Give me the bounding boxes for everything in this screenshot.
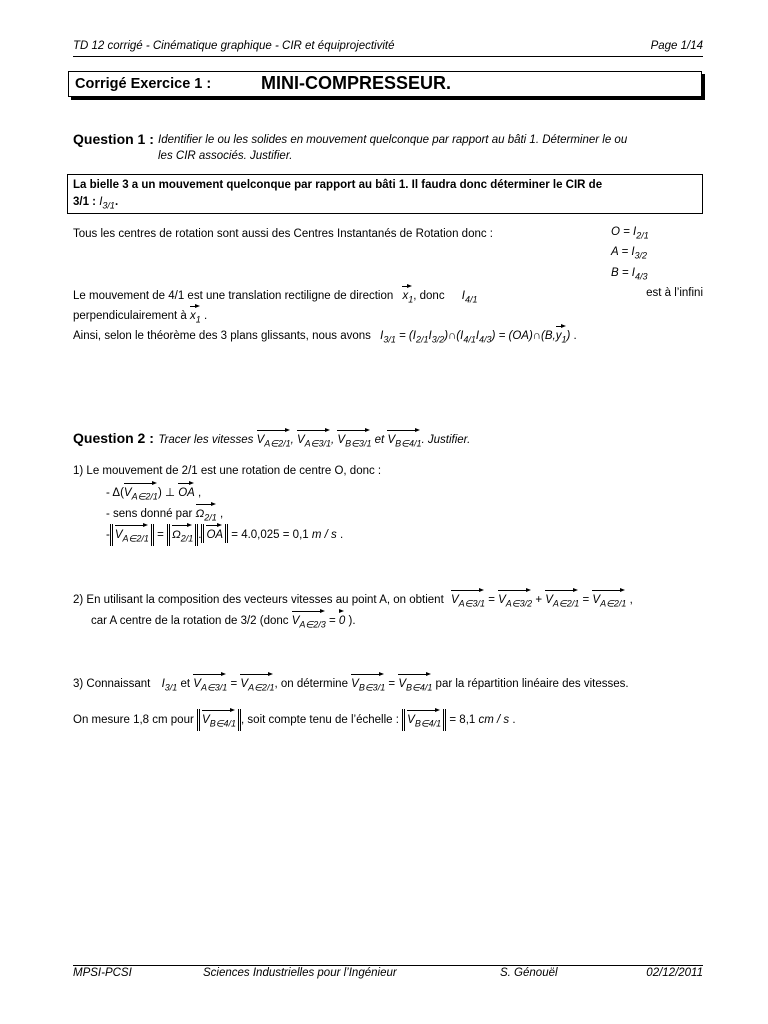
footer-author: S. Génouël: [500, 967, 558, 979]
cir-intro: Tous les centres de rotation sont aussi des Centres Instantanés de Rotation donc :: [73, 228, 493, 240]
cir-list: [611, 224, 649, 285]
translation-line-1: Le mouvement de 4/1 est une translation rectiligne de direction $x_1$, donc $I_{4/1}$ est à l’infini: [73, 285, 703, 307]
question-1-line-1: Identifier le ou les solides en mouvement quelconque par rapport au bâti 1. Déterminer le ou: [158, 134, 628, 146]
exercise-name: MINI-COMPRESSEUR.: [261, 73, 452, 93]
cir-o: $O = I_{2/1}$: [611, 226, 649, 241]
answer-box: [67, 174, 703, 214]
header-title: TD 12 corrigé - Cinématique graphique - CIR et équiprojectivité: [73, 40, 395, 52]
step-1-bullet-2: - sens donné par $\Omega_{2/1}$ ,: [106, 503, 223, 525]
answer-box-content: [73, 177, 697, 214]
step-2-line-2: car A centre de la rotation de 3/2 (donc $V_{A\in 2/3} = 0$ ).: [91, 610, 356, 632]
footer-rule: [73, 965, 703, 966]
exercise-title-box: [68, 71, 702, 97]
question-2-text: Tracer les vitesses $V_{A\in 2/1}$, $V_{A\in 3/1}$, $V_{B\in 3/1}$ et $V_{B\in 4/1}$. Justifier.: [158, 434, 470, 446]
question-2: [73, 429, 470, 451]
answer-line-2: 3/1 : $I_{3/1}$.: [73, 196, 119, 211]
page-number: Page 1/14: [650, 40, 703, 52]
page-header: [73, 40, 703, 56]
step-3-line-2: On mesure 1,8 cm pour $V_{B\in 4/1}$ , soit compte tenu de l’échelle : $V_{B\in 4/1} = 8,1$ cm / s .: [73, 709, 516, 731]
question-1-line-2: les CIR associés. Justifier.: [158, 150, 293, 162]
header-rule: [73, 56, 703, 57]
exercise-label: Corrigé Exercice 1 :: [75, 76, 212, 92]
cir-a: $A = I_{3/2}$: [611, 246, 648, 261]
step-3-line-1: 3) Connaissant $I_{3/1}$ et $V_{A\in 3/1} = V_{A\in 2/1}$, on détermine $V_{B\in 3/1} = V_{B\in 4/1}$ par la répartition linéaire des vitesses.: [73, 673, 703, 695]
translation-line-2: perpendiculairement à $x_1$ .: [73, 305, 207, 327]
cir-b: $B = I_{4/3}$: [611, 266, 648, 281]
answer-line-1: La bielle 3 a un mouvement quelconque par rapport au bâti 1. Il faudra donc déterminer le CIR de: [73, 179, 603, 191]
step-1-intro: 1) Le mouvement de 2/1 est une rotation de centre O, donc :: [73, 465, 382, 477]
footer-subject: Sciences Industrielles pour l’Ingénieur: [203, 967, 397, 979]
page-footer: [73, 967, 703, 983]
footer-date: 02/12/2011: [646, 967, 703, 979]
translation-line-3: Ainsi, selon le théorème des 3 plans glissants, nous avons $I_{3/1}$ = $(I_{2/1}I_{3/2})\cap(I_{4/1}I_{4/3})$ = $(OA)\cap(B,y_1)$ .: [73, 325, 577, 347]
question-1-label: Question 1 :: [73, 131, 154, 147]
step-2-line-1: 2) En utilisant la composition des vecteurs vitesses au point A, on obtient $V_{A\in 3/1} = V_{A\in 3/2} + V_{A\in 2/1} = V_{A\in 2/1}$ ,: [73, 589, 703, 611]
question-1-text: [158, 132, 703, 164]
footer-class: MPSI-PCSI: [73, 967, 132, 979]
step-1-bullet-1: - $\Delta(V_{A\in 2/1})$ ⊥ OA ,: [106, 482, 201, 504]
step-1-bullet-3: - $V_{A\in 2/1} = \Omega_{2/1}$ . OA = 4.0,025 = 0,1 m / s .: [106, 524, 343, 546]
question-2-label: Question 2 :: [73, 430, 154, 446]
